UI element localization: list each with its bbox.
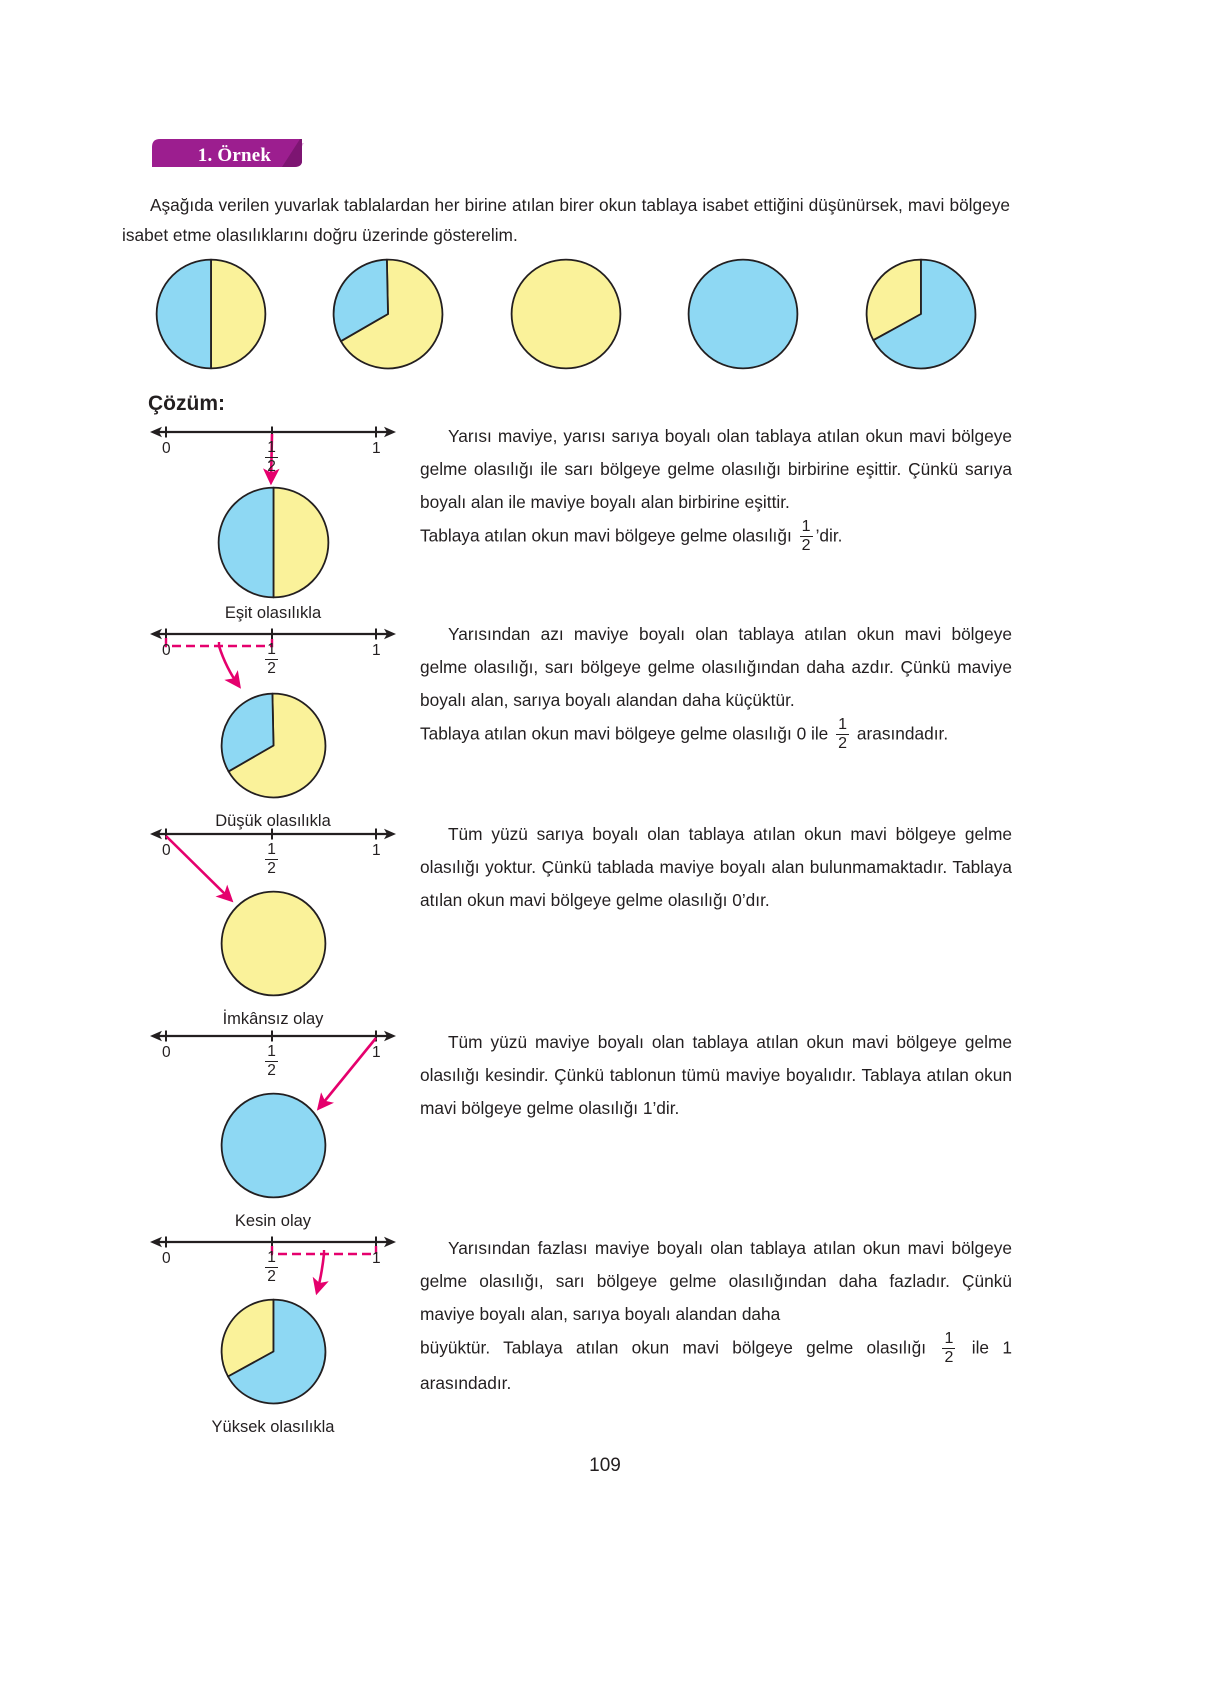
tick-label-one: 1 — [372, 440, 381, 457]
case-paragraph-imkansiz: Tüm yüzü sarıya boyalı olan tablaya atılan okun mavi bölgeye gelme olasılığı yoktur. Çünkü tablada maviye boyalı alan bulunmamaktadır. Tablaya atılan okun mavi bölgeye gelme olasılığı 0’dır. — [420, 824, 1012, 910]
pie-all-yellow — [220, 890, 327, 997]
tick-label-zero: 0 — [162, 1044, 171, 1061]
top-pie-3 — [510, 258, 623, 370]
case-caption-yuksek: Yüksek olasılıkla — [211, 1418, 335, 1436]
top-pie-2 — [332, 258, 445, 370]
ornek-banner-label: 1. Örnek — [197, 144, 272, 166]
case-caption-dusuk: Düşük olasılıkla — [215, 812, 331, 830]
pie-all-blue — [687, 258, 799, 370]
case-left-esit — [148, 418, 398, 622]
inline-fraction: $\frac{1}{2}$ — [942, 1330, 955, 1366]
top-pie-row — [155, 258, 985, 370]
tick-label-one-half: 1 2 — [265, 1043, 278, 1079]
tick-label-zero: 0 — [162, 1250, 171, 1267]
pie-two-thirds-blue — [220, 1298, 327, 1405]
case-pie-imkansiz — [148, 890, 398, 1002]
tick-label-one: 1 — [372, 1044, 381, 1061]
top-pie-5 — [865, 258, 978, 370]
tick-label-one: 1 — [372, 642, 381, 659]
pie-all-blue — [220, 1092, 327, 1199]
number-line-imkansiz — [148, 820, 398, 890]
number-line-esit — [148, 418, 398, 488]
page-number: 109 — [589, 1455, 621, 1476]
case-paragraph-result-yuksek: büyüktür. Tablaya atılan okun mavi bölgeye gelme olasılığı $\frac{1}{2}$ ile 1 arasındadır. — [420, 1330, 1012, 1393]
pointer-arrow — [219, 646, 239, 686]
ornek-banner — [152, 139, 307, 172]
case-paragraph-dusuk: Yarısından azı maviye boyalı olan tablaya atılan okun mavi bölgeye gelme olasılığı, sarı bölgeye gelme olasılığından daha azdır. Çünkü maviye boyalı alan, sarıya boyalı alandan daha küçüktür. — [420, 624, 1012, 710]
tick-label-one-half: 1 2 — [265, 841, 278, 877]
number-line-kesin — [148, 1022, 398, 1092]
inline-fraction: $\frac{1}{2}$ — [800, 518, 813, 554]
inline-fraction: $\frac{1}{2}$ — [836, 716, 849, 752]
top-pie-4 — [687, 258, 800, 370]
tick-label-zero: 0 — [162, 842, 171, 859]
top-pie-1 — [155, 258, 268, 370]
pie-third-blue — [332, 258, 444, 370]
case-paragraph-esit: Yarısı maviye, yarısı sarıya boyalı olan tablaya atılan okun mavi bölgeye gelme olasılığı ile sarı bölgeye gelme olasılığı birbirine eşittir. Çünkü sarıya boyalı alan ile maviye boyalı alan birbirine eşittir. — [420, 426, 1012, 512]
case-pie-dusuk — [148, 692, 398, 804]
case-paragraph-yuksek: Yarısından fazlası maviye boyalı olan tablaya atılan okun mavi bölgeye gelme olasılığı, sarı bölgeye gelme olasılığından daha fazladır. Çünkü maviye boyalı alan, sarıya boyalı alandan daha — [420, 1238, 1012, 1324]
tick-label-one-half: 1 2 — [265, 439, 278, 475]
case-caption-esit: Eşit olasılıkla — [224, 604, 322, 622]
pointer-arrow — [317, 1254, 324, 1292]
case-caption-imkansiz: İmkânsız olay — [222, 1010, 324, 1028]
case-left-imkansiz — [148, 820, 398, 1028]
case-paragraph-kesin: Tüm yüzü maviye boyalı olan tablaya atılan okun mavi bölgeye gelme olasılığı kesindir. Çünkü tablonun tümü maviye boyalıdır. Tablaya atılan okun mavi bölgeye gelme olasılığı 1’dir. — [420, 1032, 1012, 1118]
tick-label-zero: 0 — [162, 642, 171, 659]
case-caption-kesin: Kesin olay — [234, 1212, 312, 1230]
tick-label-zero: 0 — [162, 440, 171, 457]
pie-third-blue — [220, 692, 327, 799]
tick-label-one-half: 1 2 — [265, 1249, 278, 1285]
pie-two-thirds-blue — [865, 258, 977, 370]
cozum-heading: Çözüm: — [148, 392, 225, 415]
tick-label-one-half: 1 2 — [265, 641, 278, 677]
number-line-dusuk — [148, 620, 398, 690]
pie-half-blue-half-yellow — [217, 486, 330, 599]
case-pie-yuksek — [148, 1298, 398, 1410]
case-paragraph-result-esit: Tablaya atılan okun mavi bölgeye gelme olasılığı $\frac{1}{2}$ ’dir. — [420, 518, 843, 554]
tick-label-one: 1 — [372, 1250, 381, 1267]
case-left-kesin — [148, 1022, 398, 1230]
case-paragraph-result-dusuk: Tablaya atılan okun mavi bölgeye gelme olasılığı 0 ile $\frac{1}{2}$ arasındadır. — [420, 716, 949, 752]
intro-paragraph: Aşağıda verilen yuvarlak tablalardan her birine atılan birer okun tablaya isabet ettiğini düşünürsek, mavi bölgeye isabet etme olasılıklarını doğru üzerinde gösterelim. — [122, 195, 1010, 245]
case-left-dusuk — [148, 620, 398, 830]
tick-label-one: 1 — [372, 842, 381, 859]
pie-all-yellow — [510, 258, 622, 370]
case-pie-esit — [148, 486, 398, 604]
case-left-yuksek — [148, 1228, 398, 1436]
case-pie-kesin — [148, 1092, 398, 1204]
number-line-yuksek — [148, 1228, 398, 1298]
pie-half-blue-half-yellow — [155, 258, 267, 370]
